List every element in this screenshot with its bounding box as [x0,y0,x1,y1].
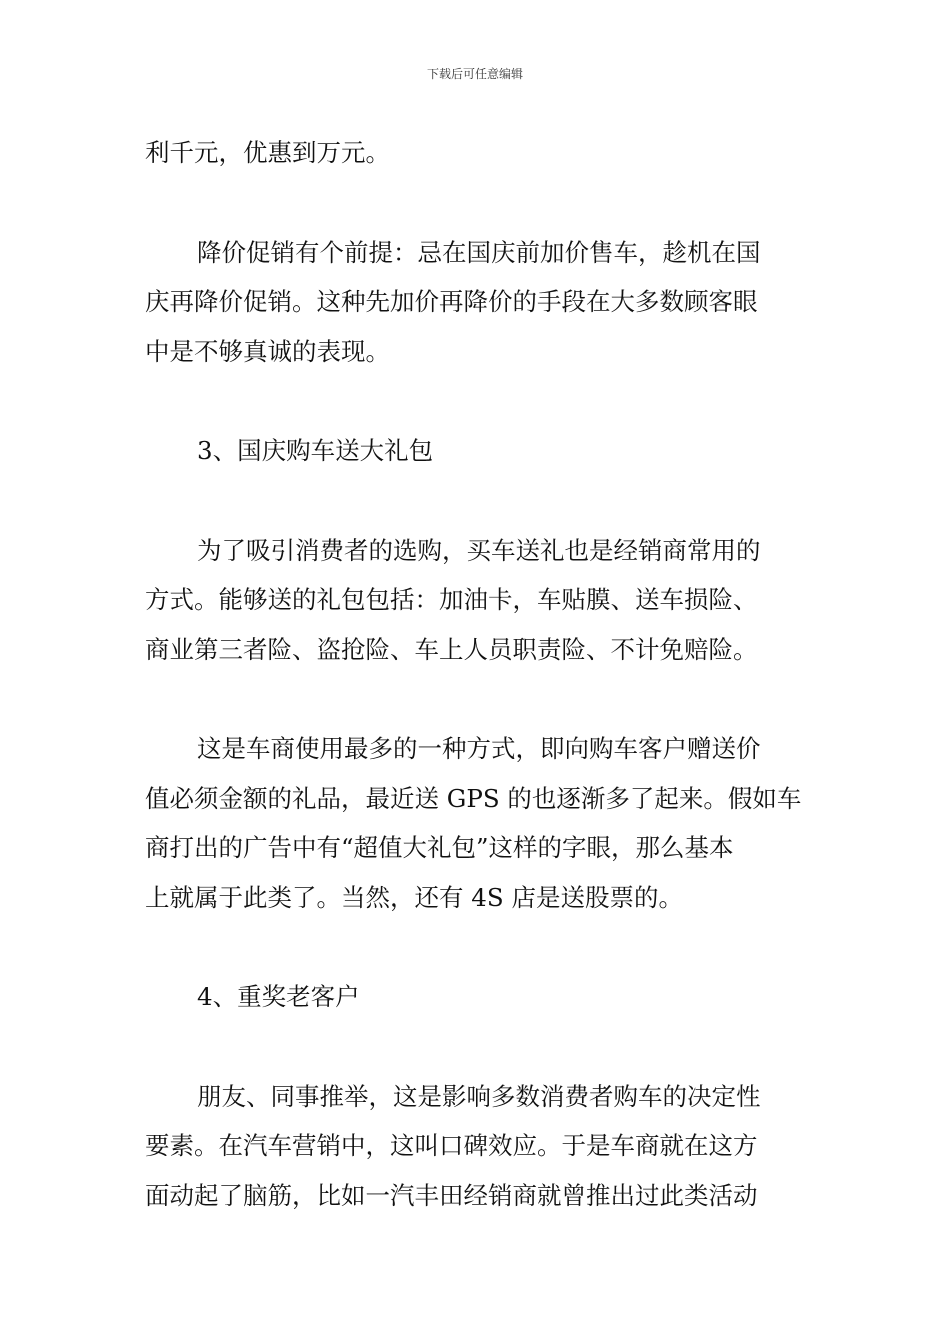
paragraph-gap [145,922,810,972]
text-line: 朋友、同事推举，这是影响多数消费者购车的决定性 [197,1081,761,1111]
text-line: 中是不够真诚的表现。 [145,336,390,366]
text-line: 这是车商使用最多的一种方式，即向购车客户赠送价 [197,734,761,763]
section-heading-reward-customers [145,972,810,1022]
text-line: 方式。能够送的礼包包括：加油卡，车贴膜、送车损险、 [145,585,758,614]
paragraph-gap [145,476,810,526]
paragraph-word-of-mouth [145,1072,810,1221]
page-header: 下载后可任意编辑 [426,67,523,81]
text-line: 值必须金额的礼品，最近送 GPS 的也逐渐多了起来。假如车 [145,783,802,813]
text-line: 要素。在汽车营销中，这叫口碑效应。于是车商就在这方 [145,1131,758,1160]
document-body [145,128,810,1220]
heading-text: 3、国庆购车送大礼包 [197,436,434,465]
text-line: 利千元，优惠到万元。 [145,138,390,167]
paragraph-gap [145,178,810,228]
text-line: 商业第三者险、盗抢险、车上人员职责险、不计免赔险。 [145,634,758,664]
text-line: 庆再降价促销。这种先加价再降价的手段在大多数顾客眼 [145,287,758,316]
section-heading-gift-package [145,426,810,476]
text-line: 面动起了脑筋，比如一汽丰田经销商就曾推出过此类活动 [145,1180,758,1210]
paragraph-gift-detail [145,724,810,922]
text-line: 为了吸引消费者的选购，买车送礼也是经销商常用的 [197,535,761,565]
text-line: 商打出的广告中有“超值大礼包”这样的字眼，那么基本 [145,833,734,862]
paragraph-gap [145,1022,810,1072]
text-line: 上就属于此类了。当然，还有 4S 店是送股票的。 [145,882,683,912]
paragraph-gift-intro [145,526,810,675]
paragraph-price-cut [145,228,810,377]
heading-text: 4、重奖老客户 [197,982,360,1011]
paragraph-gap [145,376,810,426]
paragraph-gap [145,674,810,724]
paragraph-continuation [145,128,810,178]
text-line: 降价促销有个前提：忌在国庆前加价售车，趁机在国 [197,237,761,267]
